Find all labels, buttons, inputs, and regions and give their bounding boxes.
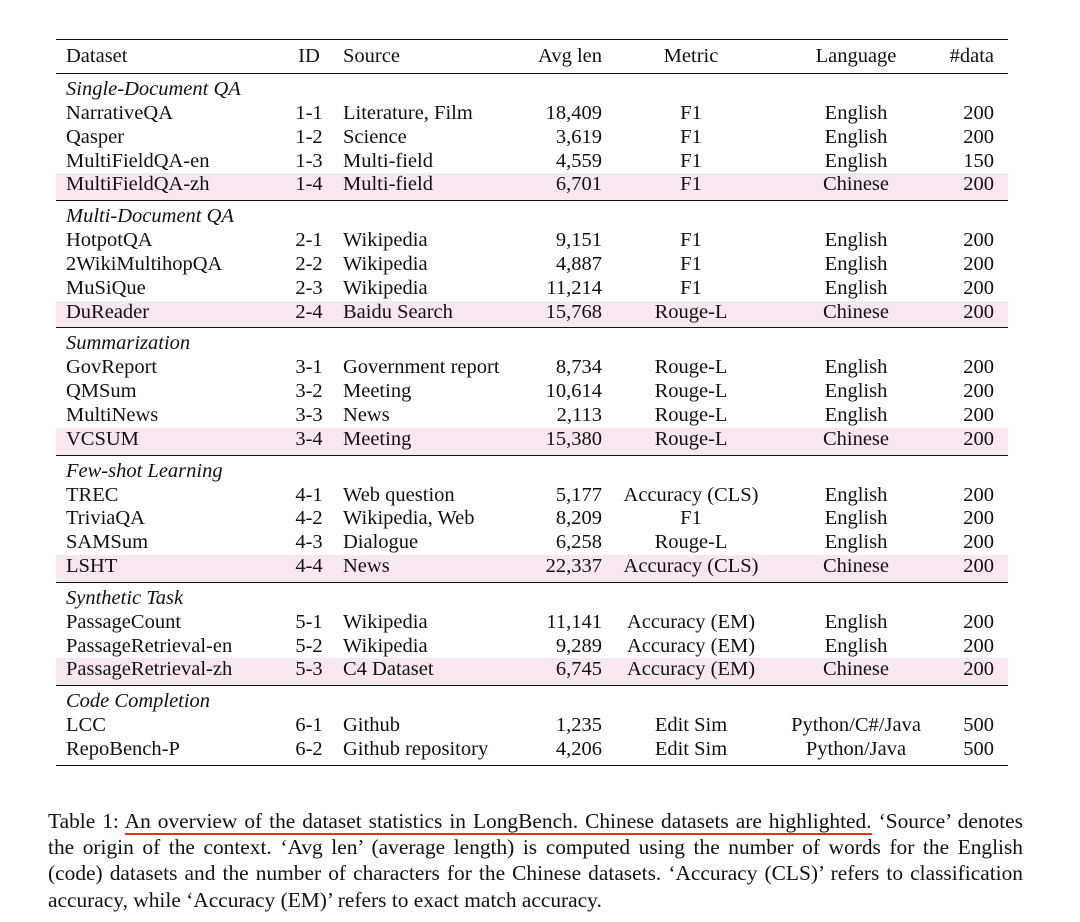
table-row-chinese-highlighted	[56, 658, 1008, 685]
section-title: Multi-Document QA	[56, 201, 1008, 230]
cell-language: English	[824, 102, 888, 124]
cell-source: C4 Dataset	[333, 658, 518, 685]
cell-metric: Rouge-L	[606, 428, 776, 455]
cell-avg-len: 8,209	[555, 507, 602, 530]
cell-data-count: 200	[963, 634, 994, 657]
cell-metric: Rouge-L	[654, 403, 728, 426]
table-row-chinese-highlighted	[56, 301, 1008, 328]
cell-data-count: 200	[963, 125, 994, 148]
table-row	[56, 738, 1008, 765]
section-header-row	[56, 74, 1008, 103]
cell-data-count: 200	[936, 173, 1008, 200]
cell-dataset: NarrativeQA	[66, 102, 174, 124]
table-row	[56, 229, 1008, 253]
cell-data-count: 200	[936, 428, 1008, 455]
table-row-chinese-highlighted	[56, 428, 1008, 455]
header-language: Language	[776, 40, 936, 74]
section-title: Few-shot Learning	[56, 455, 1008, 484]
cell-metric: Accuracy (CLS)	[623, 483, 759, 506]
cell-dataset: DuReader	[56, 301, 267, 328]
cell-avg-len: 6,258	[555, 531, 602, 554]
header-avg-len: Avg len	[518, 40, 606, 74]
cell-source: Wikipedia	[343, 610, 428, 633]
cell-avg-len: 9,151	[555, 229, 602, 252]
cell-avg-len: 11,141	[546, 610, 602, 633]
cell-data-count: 200	[936, 658, 1008, 685]
cell-avg-len: 6,745	[518, 658, 606, 685]
cell-id: 5-1	[295, 610, 323, 633]
section-header-row	[56, 582, 1008, 611]
section-title: Summarization	[56, 328, 1008, 357]
cell-language: English	[824, 380, 888, 403]
cell-metric: Accuracy (EM)	[606, 658, 776, 685]
cell-dataset: GovReport	[66, 356, 158, 379]
cell-data-count: 150	[963, 149, 994, 172]
cell-data-count: 200	[963, 356, 994, 379]
cell-source: Wikipedia	[343, 276, 428, 299]
cell-metric: Accuracy (CLS)	[606, 555, 776, 582]
cell-data-count: 200	[963, 531, 994, 554]
cell-data-count: 200	[963, 507, 994, 530]
cell-avg-len: 8,734	[555, 356, 602, 379]
caption-highlighted-sentence: An overview of the dataset statistics in LongBench. Chinese datasets are highlighted.	[124, 809, 872, 833]
cell-language: English	[824, 149, 888, 172]
cell-source: Dialogue	[343, 531, 419, 554]
cell-data-count: 200	[963, 483, 994, 506]
cell-id: 2-1	[295, 229, 323, 252]
cell-data-count: 200	[963, 276, 994, 299]
cell-source: Wikipedia	[343, 229, 428, 252]
cell-data-count: 200	[963, 610, 994, 633]
table-row	[56, 277, 1008, 301]
table-row	[56, 611, 1008, 635]
cell-language: English	[824, 276, 888, 299]
cell-dataset: TriviaQA	[66, 507, 145, 530]
cell-avg-len: 4,206	[518, 738, 606, 765]
cell-dataset: HotpotQA	[66, 229, 153, 252]
cell-dataset: PassageCount	[66, 610, 182, 633]
cell-id: 2-4	[267, 301, 333, 328]
table-row	[56, 150, 1008, 174]
cell-dataset: TREC	[66, 483, 119, 506]
cell-metric: Rouge-L	[654, 380, 728, 403]
dataset-statistics-table	[56, 39, 1008, 766]
cell-source: Wikipedia	[343, 634, 428, 657]
cell-source: Multi-field	[343, 149, 433, 172]
cell-id: 3-2	[295, 380, 323, 403]
table-row	[56, 126, 1008, 150]
cell-metric: Edit Sim	[606, 738, 776, 765]
cell-dataset: RepoBench-P	[56, 738, 267, 765]
cell-dataset: PassageRetrieval-zh	[56, 658, 267, 685]
cell-data-count: 200	[936, 555, 1008, 582]
cell-avg-len: 1,235	[555, 714, 602, 737]
cell-avg-len: 22,337	[518, 555, 606, 582]
table-row	[56, 484, 1008, 508]
cell-avg-len: 5,177	[555, 483, 602, 506]
cell-language: Chinese	[776, 658, 936, 685]
cell-id: 3-1	[295, 356, 323, 379]
cell-id: 5-2	[295, 634, 323, 657]
cell-language: Python/C#/Java	[791, 714, 921, 737]
cell-language: English	[824, 125, 888, 148]
cell-metric: Accuracy (EM)	[626, 610, 756, 633]
cell-language: English	[824, 483, 888, 506]
cell-dataset: PassageRetrieval-en	[66, 634, 233, 657]
cell-id: 5-3	[267, 658, 333, 685]
cell-id: 3-4	[267, 428, 333, 455]
cell-language: English	[824, 229, 888, 252]
cell-avg-len: 9,289	[555, 634, 602, 657]
cell-data-count: 200	[963, 380, 994, 403]
table-body	[56, 74, 1008, 766]
caption-body: ‘Source’ denotes the origin of the context. ‘Avg len’ (average length) is computed using the number of words for the English (code) datasets and the number of characters for the Chinese datasets. ‘Accuracy (CLS)’ refers to classification accuracy, while ‘Accuracy (EM)’ refers to exact match accuracy.	[48, 809, 1023, 912]
cell-source: News	[343, 403, 390, 426]
cell-id: 4-3	[295, 531, 323, 554]
cell-avg-len: 4,559	[555, 149, 602, 172]
cell-dataset: Qasper	[66, 125, 125, 148]
section-header-row	[56, 201, 1008, 230]
cell-dataset: SAMSum	[66, 531, 149, 554]
cell-source: Wikipedia, Web	[343, 507, 475, 530]
table-row-chinese-highlighted	[56, 555, 1008, 582]
section-header-row	[56, 455, 1008, 484]
cell-id: 3-3	[295, 403, 323, 426]
table-row	[56, 714, 1008, 738]
section-title: Code Completion	[56, 686, 1008, 715]
cell-data-count: 500	[963, 714, 994, 737]
section-header-row	[56, 328, 1008, 357]
cell-language: English	[824, 356, 888, 379]
cell-metric: F1	[680, 125, 702, 148]
table-row	[56, 380, 1008, 404]
table-row	[56, 253, 1008, 277]
table-row	[56, 635, 1008, 659]
cell-language: Python/Java	[776, 738, 936, 765]
cell-language: English	[824, 634, 888, 657]
cell-source: Wikipedia	[343, 252, 428, 275]
cell-dataset: MultiFieldQA-zh	[56, 173, 267, 200]
cell-dataset: LCC	[66, 714, 106, 737]
cell-metric: Rouge-L	[654, 531, 728, 554]
cell-dataset: 2WikiMultihopQA	[66, 252, 223, 275]
cell-data-count: 500	[936, 738, 1008, 765]
cell-id: 1-1	[295, 102, 323, 124]
cell-data-count: 200	[963, 403, 994, 426]
cell-metric: F1	[606, 173, 776, 200]
cell-metric: F1	[680, 252, 702, 275]
table-row	[56, 531, 1008, 555]
cell-source: Baidu Search	[333, 301, 518, 328]
cell-source: Github repository	[333, 738, 518, 765]
cell-metric: F1	[680, 102, 702, 124]
section-title: Synthetic Task	[56, 582, 1008, 611]
cell-id: 2-3	[295, 276, 323, 299]
cell-source: Github	[343, 714, 400, 737]
cell-dataset: MultiFieldQA-en	[66, 149, 210, 172]
cell-source: Government report	[343, 356, 500, 379]
cell-source: Literature, Film	[343, 102, 473, 124]
cell-avg-len: 15,380	[518, 428, 606, 455]
cell-avg-len: 11,214	[546, 276, 602, 299]
cell-metric: Accuracy (EM)	[626, 634, 756, 657]
cell-language: Chinese	[776, 428, 936, 455]
header-metric: Metric	[606, 40, 776, 74]
cell-data-count: 200	[936, 301, 1008, 328]
cell-language: Chinese	[776, 555, 936, 582]
cell-avg-len: 2,113	[556, 403, 602, 426]
cell-dataset: MuSiQue	[66, 276, 146, 299]
cell-metric: F1	[680, 276, 702, 299]
table-row	[56, 507, 1008, 531]
cell-dataset: VCSUM	[56, 428, 267, 455]
section-title: Single-Document QA	[56, 74, 1008, 103]
cell-metric: F1	[680, 149, 702, 172]
dataset-table-container	[56, 39, 1008, 766]
cell-data-count: 200	[963, 252, 994, 275]
cell-source: Meeting	[343, 380, 412, 403]
header-source: Source	[333, 40, 518, 74]
cell-avg-len: 15,768	[518, 301, 606, 328]
table-row	[56, 356, 1008, 380]
cell-avg-len: 10,614	[545, 380, 602, 403]
cell-language: English	[824, 610, 888, 633]
section-header-row	[56, 686, 1008, 715]
header-id: ID	[267, 40, 333, 74]
cell-data-count: 200	[963, 102, 994, 124]
cell-language: English	[824, 403, 888, 426]
cell-source: Meeting	[333, 428, 518, 455]
cell-avg-len: 6,701	[518, 173, 606, 200]
table-row	[56, 404, 1008, 428]
cell-source: Multi-field	[333, 173, 518, 200]
cell-avg-len: 3,619	[555, 125, 602, 148]
caption-label: Table 1:	[48, 809, 119, 833]
cell-dataset: LSHT	[56, 555, 267, 582]
cell-data-count: 200	[963, 229, 994, 252]
cell-id: 1-2	[295, 125, 323, 148]
cell-language: English	[824, 252, 888, 275]
header-dataset: Dataset	[56, 40, 267, 74]
cell-language: Chinese	[776, 173, 936, 200]
header-data-count: #data	[936, 40, 1008, 74]
cell-avg-len: 18,409	[545, 102, 602, 124]
table-caption	[48, 808, 1023, 913]
cell-dataset: QMSum	[66, 380, 137, 403]
cell-avg-len: 4,887	[555, 252, 602, 275]
cell-id: 6-1	[295, 714, 323, 737]
cell-id: 6-2	[267, 738, 333, 765]
table-row	[56, 102, 1008, 126]
cell-id: 1-3	[295, 149, 323, 172]
table-header	[56, 40, 1008, 74]
cell-metric: Rouge-L	[606, 301, 776, 328]
cell-id: 4-2	[295, 507, 323, 530]
cell-dataset: MultiNews	[66, 403, 159, 426]
cell-id: 1-4	[267, 173, 333, 200]
cell-source: News	[333, 555, 518, 582]
table-row-chinese-highlighted	[56, 173, 1008, 200]
cell-language: English	[824, 507, 888, 530]
cell-source: Web question	[343, 483, 455, 506]
cell-language: English	[824, 531, 888, 554]
cell-language: Chinese	[776, 301, 936, 328]
cell-id: 4-1	[295, 483, 323, 506]
cell-id: 4-4	[267, 555, 333, 582]
cell-metric: Edit Sim	[654, 714, 728, 737]
cell-metric: Rouge-L	[654, 356, 728, 379]
cell-metric: F1	[680, 507, 702, 530]
cell-metric: F1	[680, 229, 702, 252]
cell-source: Science	[343, 125, 407, 148]
cell-id: 2-2	[295, 252, 323, 275]
